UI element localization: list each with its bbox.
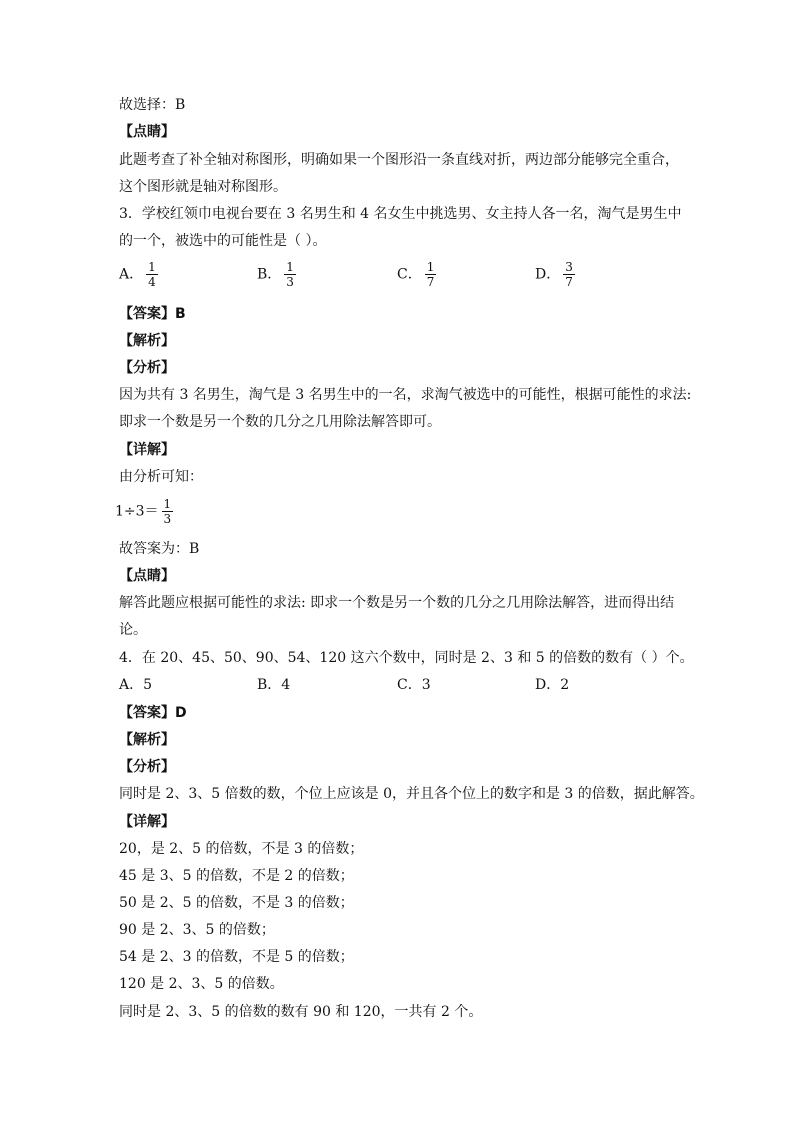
q3-analysis-heading: 【解析】 [119,333,175,349]
option-fraction: $\frac{1}{3}$ [286,260,294,289]
option-label: C． [397,266,422,283]
q4-fenxi-heading: 【分析】 [119,759,175,775]
q4-stem: 4．在 20、45、50、90、54、120 这六个数中，同时是 2、3 和 5 的倍数的数有（ ）个。 [119,650,694,666]
q3-option-d [535,260,575,289]
q3-final: 故答案为：B [119,541,200,557]
option-label: D． [535,266,561,283]
q4-detail-heading: 【详解】 [119,814,175,830]
q3-stem-line2: 的一个，被选中的可能性是（ ）。 [119,233,327,249]
q4-option-c: C．3 [397,677,431,693]
q3-fenxi-line1: 因为共有 3 名男生，淘气是 3 名男生中的一名，求淘气被选中的可能性，根据可能性的求法: [119,387,692,403]
option-fraction: $\frac{3}{7}$ [565,260,573,289]
option-label: B． [257,266,282,283]
q2-comment-heading: 【点睛】 [119,124,175,140]
q4-detail-line: 90 是 2、3、5 的倍数； [119,922,275,938]
q3-option-c [397,260,436,289]
q3-option-b [257,260,296,289]
q3-stem-line1: 3．学校红领巾电视台要在 3 名男生和 4 名女生中挑选男、女主持人各一名，淘气是男生中 [119,206,682,222]
option-label: A． [119,266,144,283]
q3-comment-line1: 解答此题应根据可能性的求法: 即求一个数是另一个数的几分之几用除法解答，进而得出结 [119,595,675,611]
q4-detail-line: 20，是 2、5 的倍数，不是 3 的倍数； [119,841,364,857]
q3-comment-heading: 【点睛】 [119,568,175,584]
q3-fenxi-line2: 即求一个数是另一个数的几分之几用除法解答即可。 [119,414,441,430]
q3-fenxi-heading: 【分析】 [119,360,175,376]
q2-choice: 故选择：B [119,97,186,113]
q4-detail-line: 50 是 2、5 的倍数，不是 3 的倍数； [119,895,354,911]
q3-detail-line1: 由分析可知： [119,469,203,485]
q3-option-a [119,260,158,289]
q3-comment-line2: 论。 [119,622,147,638]
q2-comment-line2: 这个图形就是轴对称图形。 [119,179,287,195]
q3-detail-heading: 【详解】 [119,442,175,458]
q3-answer: 【答案】B [119,306,186,322]
q2-comment-line1: 此题考查了补全轴对称图形，明确如果一个图形沿一条直线对折，两边部分能够完全重合， [119,152,679,168]
q4-analysis-heading: 【解析】 [119,732,175,748]
q4-option-d: D．2 [535,677,570,693]
formula-text: 1÷3＝ [115,503,159,520]
option-fraction: $\frac{1}{4}$ [148,260,156,289]
q4-detail-line: 同时是 2、3、5 的倍数的数有 90 和 120，一共有 2 个。 [119,1004,483,1020]
q4-detail-line: 45 是 3、5 的倍数，不是 2 的倍数； [119,868,354,884]
q4-fenxi-line1: 同时是 2、3、5 倍数的数，个位上应该是 0，并且各个位上的数字和是 3 的倍数，据此解答。 [119,786,704,802]
q3-formula [115,497,173,526]
q4-option-b: B．4 [257,677,291,693]
option-fraction: $\frac{1}{7}$ [426,260,435,289]
formula-fraction: $\frac{1}{3}$ [163,497,172,526]
q4-option-a: A．5 [119,677,153,693]
q4-answer: 【答案】D [119,705,187,721]
q4-detail-line: 120 是 2、3、5 的倍数。 [119,976,284,992]
q4-detail-line: 54 是 2、3 的倍数，不是 5 的倍数； [119,949,354,965]
